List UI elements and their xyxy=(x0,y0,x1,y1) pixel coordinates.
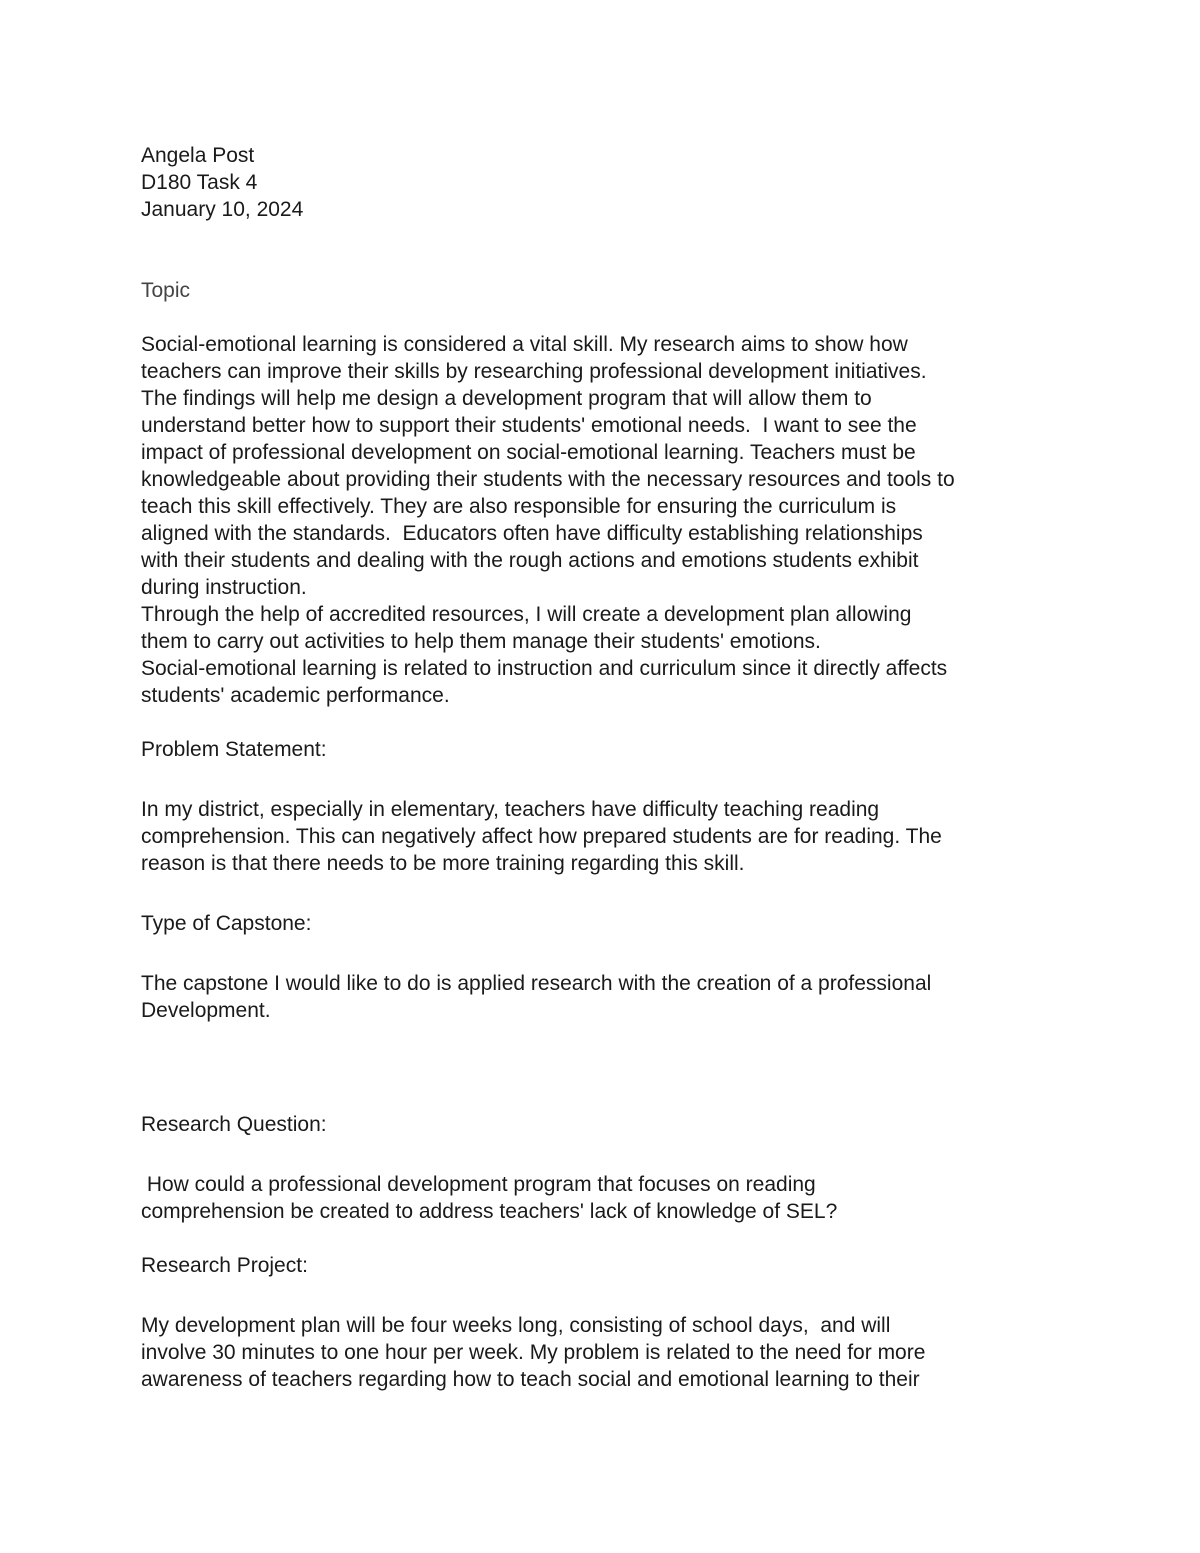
spacer xyxy=(141,1138,1071,1171)
spacer xyxy=(141,223,1071,277)
spacer xyxy=(141,1024,1071,1111)
paragraph-line: with their students and dealing with the rough actions and emotions students exhibit xyxy=(141,549,919,572)
problem-heading: Problem Statement: xyxy=(141,738,327,761)
paragraph-line: In my district, especially in elementary, teachers have difficulty teaching reading xyxy=(141,798,880,821)
paragraph-line: understand better how to support their students' emotional needs. I want to see the xyxy=(141,414,917,437)
paragraph-line: comprehension. This can negatively affect how prepared students are for reading. The xyxy=(141,825,942,848)
spacer xyxy=(141,937,1071,970)
problem-paragraph xyxy=(141,796,1071,877)
document-body xyxy=(141,142,1071,1393)
spacer xyxy=(141,763,1071,796)
research-question-heading: Research Question: xyxy=(141,1113,327,1136)
paragraph-line: Development. xyxy=(141,999,271,1022)
paragraph-line: aligned with the standards. Educators often have difficulty establishing relationships xyxy=(141,522,923,545)
paragraph-line: The findings will help me design a development program that will allow them to xyxy=(141,387,872,410)
research-project-section xyxy=(141,1252,1071,1393)
capstone-heading: Type of Capstone: xyxy=(141,912,312,935)
paragraph-line: them to carry out activities to help them manage their students' emotions. xyxy=(141,630,821,653)
paragraph-line: Social-emotional learning is considered a vital skill. My research aims to show how xyxy=(141,333,908,356)
research-project-heading: Research Project: xyxy=(141,1254,308,1277)
spacer xyxy=(141,1279,1071,1312)
spacer xyxy=(141,709,1071,736)
spacer xyxy=(141,877,1071,910)
problem-section xyxy=(141,736,1071,877)
research-question-section xyxy=(141,1111,1071,1225)
paragraph-line: comprehension be created to address teachers' lack of knowledge of SEL? xyxy=(141,1200,838,1223)
topic-paragraph xyxy=(141,331,1071,709)
paragraph-line: reason is that there needs to be more training regarding this skill. xyxy=(141,852,745,875)
research-project-paragraph xyxy=(141,1312,1071,1393)
document-header xyxy=(141,142,1071,223)
spacer xyxy=(141,1225,1071,1252)
document-date: January 10, 2024 xyxy=(141,198,304,221)
capstone-paragraph xyxy=(141,970,1071,1024)
paragraph-line: students' academic performance. xyxy=(141,684,450,707)
paragraph-line: Through the help of accredited resources, I will create a development plan allowing xyxy=(141,603,912,626)
capstone-section xyxy=(141,910,1071,1024)
paragraph-line: How could a professional development program that focuses on reading xyxy=(141,1173,816,1196)
paragraph-line: My development plan will be four weeks long, consisting of school days, and will xyxy=(141,1314,891,1337)
paragraph-line: awareness of teachers regarding how to teach social and emotional learning to their xyxy=(141,1368,920,1391)
paragraph-line: The capstone I would like to do is applied research with the creation of a professional xyxy=(141,972,932,995)
author-name: Angela Post xyxy=(141,144,255,167)
topic-section xyxy=(141,277,1071,709)
paragraph-line: Social-emotional learning is related to instruction and curriculum since it directly affects xyxy=(141,657,948,680)
paragraph-line: teachers can improve their skills by researching professional development initiatives. xyxy=(141,360,927,383)
paragraph-line: impact of professional development on social-emotional learning. Teachers must be xyxy=(141,441,916,464)
paragraph-line: during instruction. xyxy=(141,576,307,599)
paragraph-line: involve 30 minutes to one hour per week. My problem is related to the need for more xyxy=(141,1341,926,1364)
paragraph-line: teach this skill effectively. They are also responsible for ensuring the curriculum is xyxy=(141,495,897,518)
paragraph-line: knowledgeable about providing their students with the necessary resources and tools to xyxy=(141,468,955,491)
course-task: D180 Task 4 xyxy=(141,171,258,194)
topic-heading: Topic xyxy=(141,279,191,302)
research-question-paragraph xyxy=(141,1171,1071,1225)
spacer xyxy=(141,304,1071,331)
